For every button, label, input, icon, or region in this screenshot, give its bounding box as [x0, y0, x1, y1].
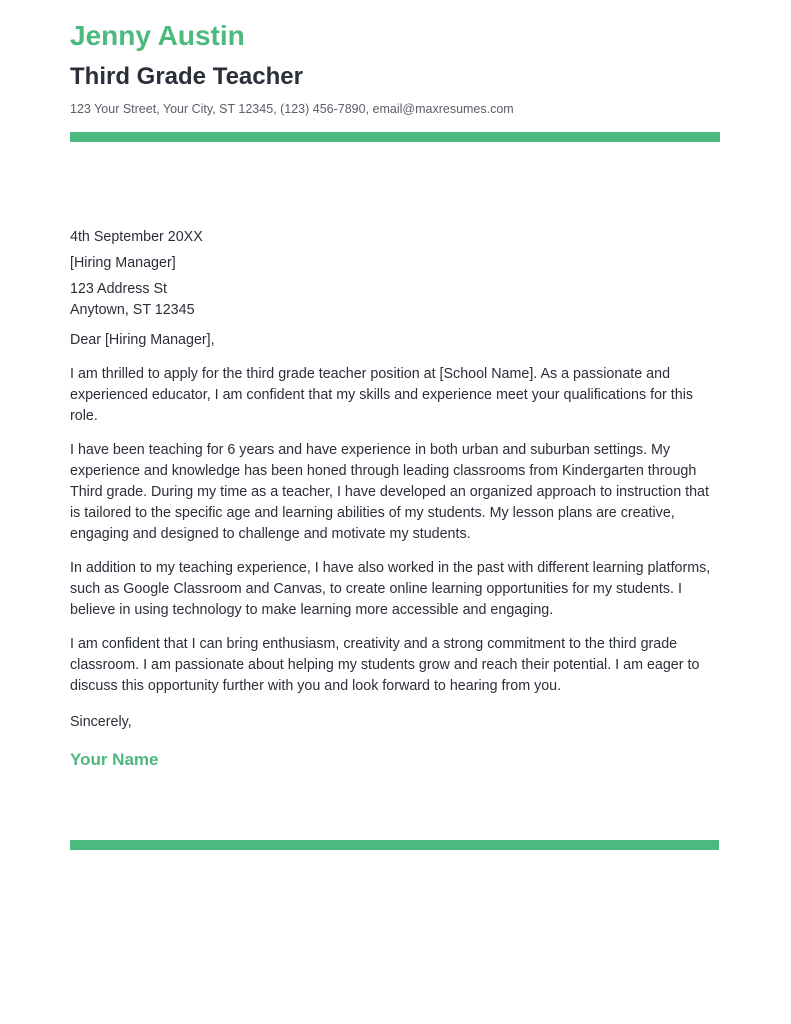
closing: Sincerely,: [70, 714, 132, 730]
letter-date: 4th September 20XX: [70, 229, 203, 245]
footer-divider: [70, 840, 719, 850]
letter-body: [70, 227, 720, 710]
paragraph-4: I am confident that I can bring enthusiasm, creativity and a strong commitment to the third grade classroom. I am passionate about helping my students grow and reach their potential. I am eager to discuss this opportunity further with you and look forward to hearing from you.: [70, 636, 700, 694]
job-title: Third Grade Teacher: [70, 63, 303, 90]
applicant-name: Jenny Austin: [70, 20, 245, 51]
signature-name: Your Name: [70, 750, 159, 769]
salutation: Dear [Hiring Manager],: [70, 332, 215, 348]
recipient-name: [Hiring Manager]: [70, 255, 176, 271]
recipient-address: [70, 279, 720, 321]
paragraph-3: In addition to my teaching experience, I have also worked in the past with different learning platforms, such as Google Classroom and Canvas, to create online learning opportunities for my students. I believe in using technology to make learning more accessible and engaging.: [70, 560, 711, 618]
header-divider: [70, 132, 720, 142]
address-line-2: Anytown, ST 12345: [70, 302, 195, 318]
paragraph-2: I have been teaching for 6 years and have experience in both urban and suburban settings. My experience and knowledge has been honed through leading classrooms from Kindergarten through Third grade. During my time as a teacher, I have developed an organized approach to instruction that is tailored to the specific age and learning abilities of my students. My lesson plans are creative, engaging and designed to challenge and motivate my students.: [70, 442, 709, 542]
contact-info: 123 Your Street, Your City, ST 12345, (123) 456-7890, email@maxresumes.com: [70, 102, 514, 116]
address-line-1: 123 Address St: [70, 281, 167, 297]
paragraph-1: I am thrilled to apply for the third grade teacher position at [School Name]. As a passionate and experienced educator, I am confident that my skills and experience meet your qualifications for this role.: [70, 366, 694, 424]
